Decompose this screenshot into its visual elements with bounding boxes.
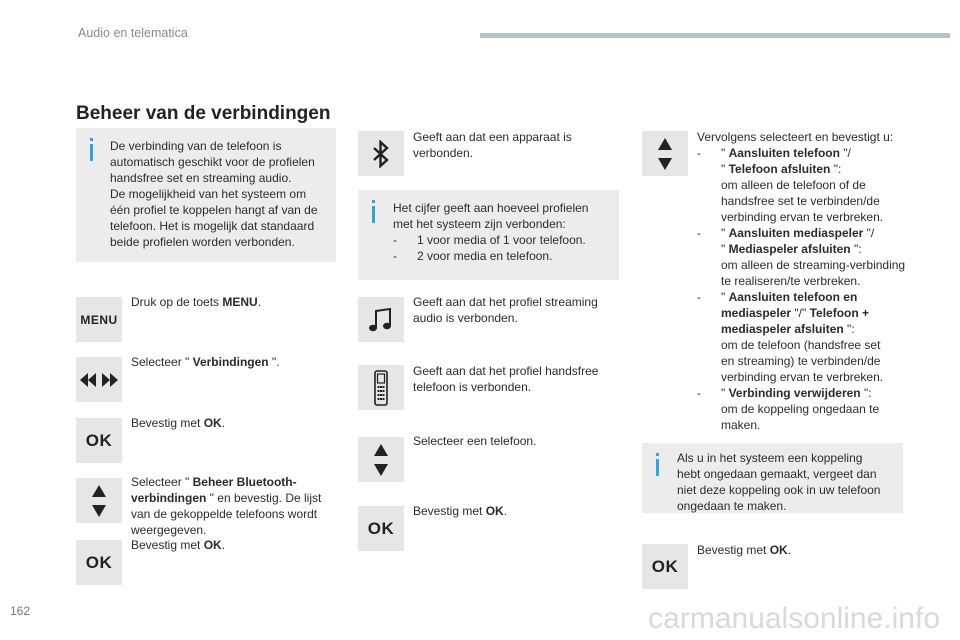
section-header: Audio en telematica [78, 26, 188, 40]
info-line: De mogelijkheid van het systeem om [110, 187, 307, 201]
prev-next-icon [76, 357, 122, 402]
watermark: carmanualsonline.info [648, 602, 940, 635]
info-box-profile-count: Het cijfer geeft aan hoeveel profielen met het systeem zijn verbonden: - 1 voor media of 1 voor telefoon. - 2 voor media en telefoon. [358, 190, 619, 280]
header-bar [480, 33, 950, 38]
ok-button-icon: OK [358, 506, 404, 551]
select-phone-text: Selecteer een telefoon. [413, 434, 537, 448]
bluetooth-desc: Geeft aan dat een apparaat is verbonden. [413, 130, 572, 160]
ok-button-icon: OK [76, 418, 122, 463]
step-confirm-text: Bevestig met OK. [131, 538, 226, 552]
info-icon [656, 459, 659, 476]
up-down-icon [76, 478, 122, 523]
ok-button-icon: OK [76, 540, 122, 585]
step-manage-bluetooth-text: Selecteer " Beheer Bluetooth- verbindingen " en bevestig. De lijst van de gekoppelde telefoons wordt weergegeven. [131, 475, 322, 537]
info-line: handsfree set en streaming audio. [110, 171, 292, 185]
info-box-profiles [76, 128, 336, 262]
handset-icon [358, 365, 404, 410]
info-box-unpair: Als u in het systeem een koppeling hebt ongedaan gemaakt, vergeet dan niet deze koppeling ook in uw telefoon ongedaan te maken. [642, 443, 903, 513]
list-item: - 1 voor media of 1 voor telefoon. [393, 233, 586, 247]
step-confirm-text: Bevestig met OK. [697, 543, 792, 557]
list-item: - " Aansluiten mediaspeler "/ " Mediaspeler afsluiten ": om alleen de streaming-verbinding te realiseren/te verbreken. [697, 226, 906, 288]
info-line: één profiel te koppelen hangt af van de [110, 203, 318, 217]
list-item: - 2 voor media en telefoon. [393, 249, 553, 263]
up-down-icon [358, 437, 404, 482]
list-item: - " Aansluiten telefoon en mediaspeler "/" Telefoon + mediaspeler afsluiten ": om de telefoon (handsfree set en streaming) te verbinden/de verbinding ervan te verbreken. [697, 290, 884, 384]
list-item: - " Verbinding verwijderen ": om de koppeling ongedaan te maken. [697, 386, 880, 432]
handsfree-desc: Geeft aan dat het profiel handsfree telefoon is verbonden. [413, 364, 599, 394]
bluetooth-icon [358, 131, 404, 176]
info-line: automatisch geschikt voor de profielen [110, 155, 315, 169]
step-connections-text: Selecteer " Verbindingen ". [131, 355, 280, 369]
info-line: telefoon. Het is mogelijk dat standaard [110, 219, 315, 233]
info-icon [90, 144, 93, 161]
streaming-desc: Geeft aan dat het profiel streaming audio is verbonden. [413, 295, 598, 325]
info-line: De verbinding van de telefoon is [110, 139, 282, 153]
ok-button-icon: OK [642, 544, 688, 589]
options-list: Vervolgens selecteert en bevestigt u: - " Aansluiten telefoon "/ " Telefoon afsluiten ": om alleen de telefoon of de handsfree set te verbinden/de verbinding ervan te verbreken. - " Aansluiten mediaspeler "/ " Mediaspeler afsluiten ": om alleen de streaming-verbinding te realiseren/te verbreken. - " Aansluiten telefoon en mediaspeler "/" Telefoon + mediaspeler afsluiten ": om de telefoon (handsfree set en streaming) te verbinden/de verbinding ervan te verbreken. - " Verbinding verwijderen ": om de koppeling ongedaan te maken. [697, 129, 912, 433]
music-note-icon [358, 297, 404, 342]
up-down-icon [642, 131, 688, 176]
step-confirm-text: Bevestig met OK. [131, 416, 226, 430]
step-confirm-text: Bevestig met OK. [413, 504, 508, 518]
menu-button-icon: MENU [76, 297, 122, 342]
page-number: 162 [10, 604, 31, 618]
info-icon [372, 206, 375, 223]
info-line: beide profielen worden verbonden. [110, 235, 295, 249]
step-menu-text: Druk op de toets MENU. [131, 295, 262, 309]
list-item: - " Aansluiten telefoon "/ " Telefoon afsluiten ": om alleen de telefoon of de handsfree set te verbinden/de verbinding ervan te verbreken. [697, 146, 884, 224]
page-title: Beheer van de verbindingen [76, 103, 331, 124]
